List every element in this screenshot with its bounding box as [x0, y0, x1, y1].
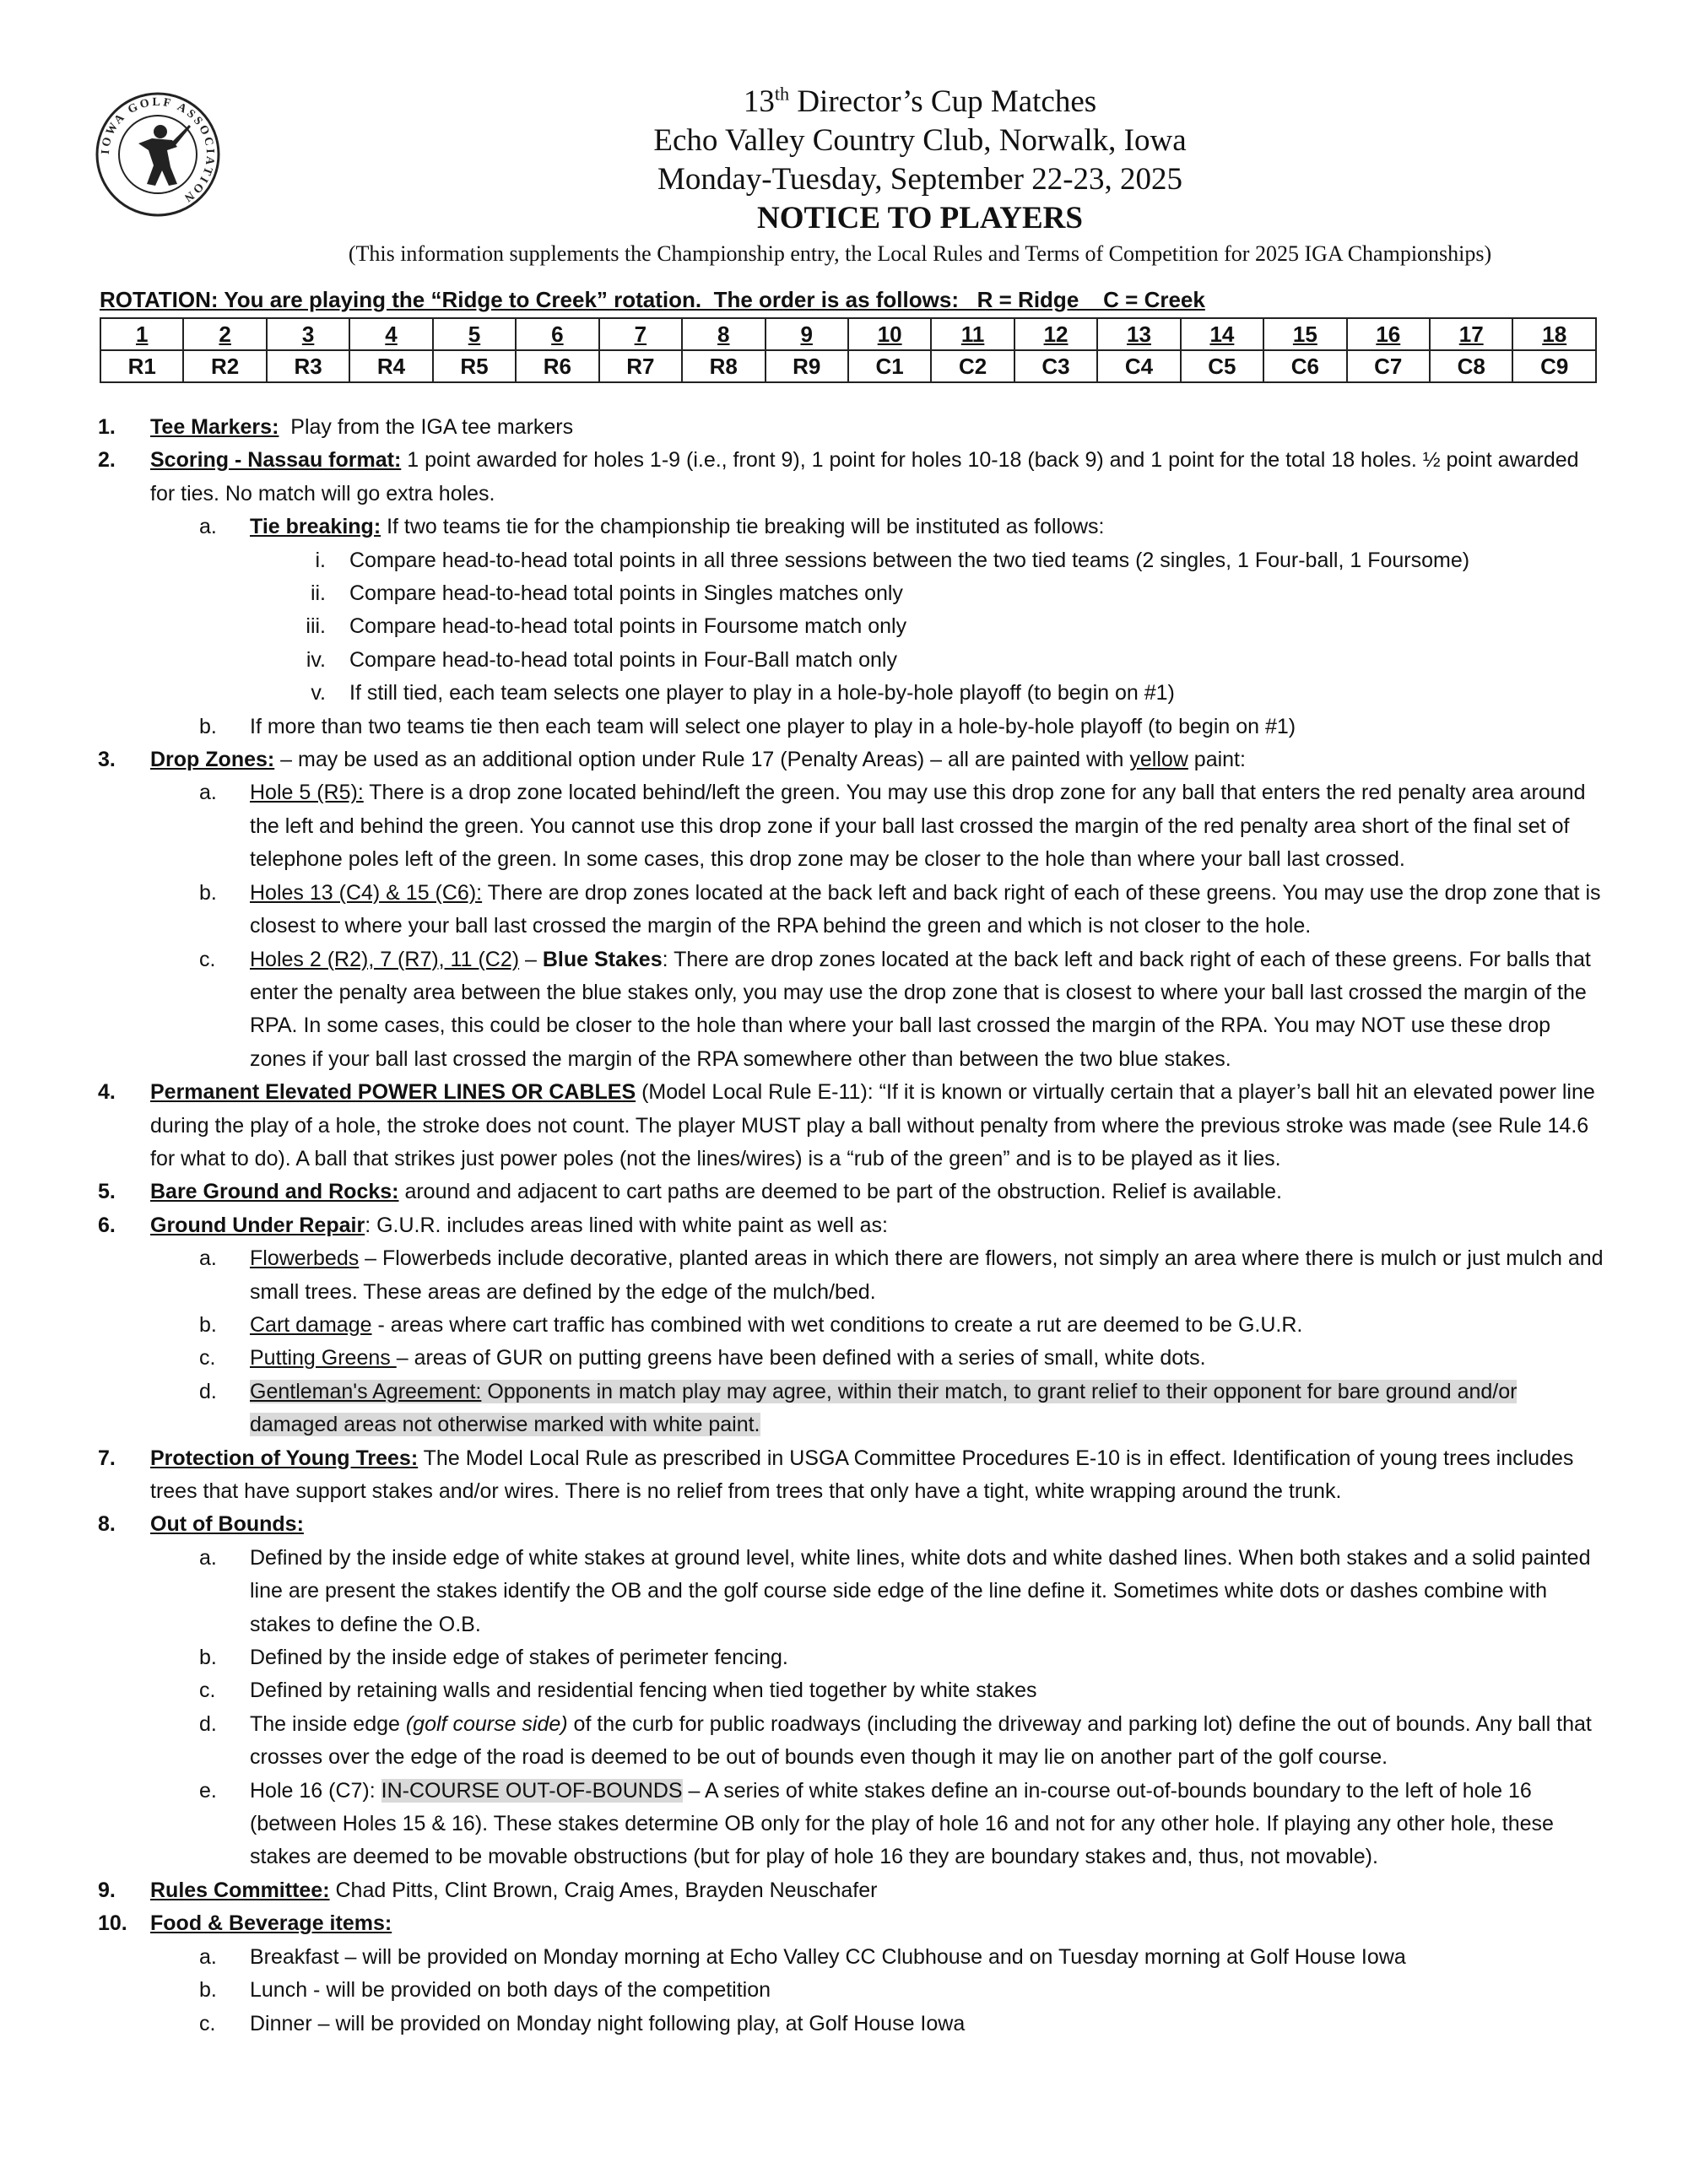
- hole-cell: 9: [766, 318, 848, 350]
- hole-cell: 3: [267, 318, 349, 350]
- item-multi-team-tie: b. If more than two teams tie then each team will select one player to play in a hole-by-hole playoff (to begin on #1): [199, 714, 1296, 738]
- code-cell: R4: [349, 350, 432, 382]
- code-cell: C3: [1014, 350, 1097, 382]
- code-cell: C8: [1430, 350, 1512, 382]
- notice-body: [0, 411, 1688, 2041]
- ob-in-course-hole-16: e. Hole 16 (C7): IN-COURSE OUT-OF-BOUNDS – A series of white stakes define an in-course out-of-bounds boundary to the left of hole 16 (between Holes 15 & 16). These stakes determine OB only for the play of hole 16 and not for any other hole. If playing any other hole, these stakes are deemed to be movable obstructions (but for play of hole 16 they are boundary stakes and, thus, not movable).: [199, 1778, 1554, 1869]
- item-power-lines: 4. Permanent Elevated POWER LINES OR CABLES (Model Local Rule E-11): “If it is known or virtually certain that a player’s ball hit an elevated power line during the play of a hole, the stroke does not count. The player MUST play a ball without penalty from where the previous stroke was made (see Rule 14.6 for what to do). A ball that strikes just power poles (not the lines/wires) is a “rub of the green” and is to be played as it lies.: [98, 1080, 1595, 1170]
- code-cell: R8: [682, 350, 765, 382]
- item-drop-zones: 3. Drop Zones: – may be used as an additional option under Rule 17 (Penalty Areas) – all are painted with yellow paint:: [98, 748, 1246, 772]
- drop-zone-blue-stakes: c. Holes 2 (R2), 7 (R7), 11 (C2) – Blue Stakes: There are drop zones located at the back left and back right of each of these greens. For balls that enter the penalty area between the blue stakes only, you may use the drop zone that is closest to where your ball last crossed the margin of the RPA. In some cases, this could be closer to the hole than where your ball last crossed the margin of the RPA. You may NOT use these drop zones if your ball last crossed the margin of the RPA somewhere other than between the two blue stakes.: [199, 947, 1591, 1071]
- code-cell: C9: [1512, 350, 1596, 382]
- code-cell: R6: [516, 350, 598, 382]
- item-tee-markers: 1. Tee Markers: Play from the IGA tee markers: [98, 415, 574, 439]
- hole-cell: 4: [349, 318, 432, 350]
- event-dates: Monday-Tuesday, September 22-23, 2025: [657, 162, 1183, 197]
- item-scoring: 2. Scoring - Nassau format: 1 point awarded for holes 1-9 (i.e., front 9), 1 point for holes 10-18 (back 9) and 1 point for the total 18 holes. ½ point awarded for ties. No match will go extra holes.: [98, 448, 1579, 505]
- item-tie-breaking: a. Tie breaking: If two teams tie for the championship tie breaking will be instituted as follows:: [199, 515, 1105, 539]
- code-cell: R1: [100, 350, 183, 382]
- notice-subtitle: (This information supplements the Championship entry, the Local Rules and Terms of Competition for 2025 IGA Championships): [348, 241, 1492, 266]
- ob-perimeter-fencing: b. Defined by the inside edge of stakes of perimeter fencing.: [199, 1646, 788, 1670]
- code-cell: R7: [599, 350, 682, 382]
- code-cell: R9: [766, 350, 848, 382]
- rotation-hole-row: [100, 318, 1596, 350]
- gur-cart-damage: b. Cart damage - areas where cart traffic has combined with wet conditions to create a rut are deemed to be G.U.R.: [199, 1312, 1303, 1337]
- code-cell: C6: [1263, 350, 1346, 382]
- tie-break-step: v. If still tied, each team selects one player to play in a hole-by-hole playoff (to begin on #1): [311, 681, 1175, 705]
- ob-retaining-walls: c. Defined by retaining walls and residential fencing when tied together by white stakes: [199, 1679, 1037, 1703]
- rotation-table: [100, 317, 1597, 383]
- item-out-of-bounds: 8. Out of Bounds:: [98, 1512, 304, 1537]
- event-venue: Echo Valley Country Club, Norwalk, Iowa: [653, 123, 1187, 158]
- hole-cell: 10: [848, 318, 931, 350]
- item-rules-committee: 9. Rules Committee: Chad Pitts, Clint Brown, Craig Ames, Brayden Neuschafer: [98, 1878, 878, 1902]
- hole-cell: 17: [1430, 318, 1512, 350]
- hole-cell: 16: [1347, 318, 1430, 350]
- hole-cell: 2: [183, 318, 266, 350]
- code-cell: C7: [1347, 350, 1430, 382]
- hole-cell: 1: [100, 318, 183, 350]
- gur-putting-greens: c. Putting Greens – areas of GUR on putting greens have been defined with a series of small, white dots.: [199, 1346, 1206, 1370]
- drop-zone-holes-13-15: b. Holes 13 (C4) & 15 (C6): There are drop zones located at the back left and back right of each of these greens. You may use the drop zone that is closest to where your ball last crossed the margin of the RPA behind the green and which is not closer to the hole.: [199, 880, 1601, 938]
- item-young-trees: 7. Protection of Young Trees: The Model Local Rule as prescribed in USGA Committee Procedures E-10 is in effect. Identification of young trees includes trees that have support stakes and/or wires. There is no relief from trees that only have a tight, white wrapping around the trunk.: [98, 1446, 1574, 1503]
- hole-cell: 15: [1263, 318, 1346, 350]
- document-header: [0, 83, 1688, 268]
- rotation-code-row: [100, 350, 1596, 382]
- food-breakfast: a. Breakfast – will be provided on Monday morning at Echo Valley CC Clubhouse and on Tuesday morning at Golf House Iowa: [199, 1944, 1406, 1969]
- event-title: 13th Director’s Cup Matches: [743, 83, 1097, 119]
- code-cell: R2: [183, 350, 266, 382]
- code-cell: C4: [1097, 350, 1180, 382]
- notice-title: NOTICE TO PLAYERS: [757, 201, 1083, 235]
- logo-ring-text: IOWA GOLF ASSOCIATION: [99, 95, 217, 206]
- hole-cell: 7: [599, 318, 682, 350]
- food-dinner: c. Dinner – will be provided on Monday night following play, at Golf House Iowa: [199, 2011, 966, 2035]
- code-cell: R5: [433, 350, 516, 382]
- rotation-label: ROTATION: You are playing the “Ridge to Creek” rotation. The order is as follows: R = Ridge C = Creek: [100, 287, 1205, 312]
- gur-gentlemans-agreement: d. Gentleman's Agreement: Opponents in match play may agree, within their match, to grant relief to their opponent for bare ground and/or damaged areas not otherwise marked with white paint.: [199, 1379, 1518, 1437]
- hole-cell: 5: [433, 318, 516, 350]
- code-cell: C1: [848, 350, 931, 382]
- food-lunch: b. Lunch - will be provided on both days of the competition: [199, 1978, 771, 2003]
- item-bare-ground: 5. Bare Ground and Rocks: around and adjacent to cart paths are deemed to be part of the obstruction. Relief is available.: [98, 1180, 1282, 1204]
- hole-cell: 12: [1014, 318, 1097, 350]
- item-food-beverage: 10. Food & Beverage items:: [98, 1911, 392, 1936]
- ob-roadways: d. The inside edge (golf course side) of the curb for public roadways (including the driveway and parking lot) define the out of bounds. Any ball that crosses over the edge of the road is deemed to be out of bounds even though it may lie on another part of the golf course.: [199, 1711, 1592, 1770]
- hole-cell: 11: [931, 318, 1014, 350]
- hole-cell: 6: [516, 318, 598, 350]
- tie-break-step: iii. Compare head-to-head total points in Foursome match only: [306, 614, 907, 639]
- hole-cell: 8: [682, 318, 765, 350]
- tie-break-step: iv. Compare head-to-head total points in Four-Ball match only: [306, 647, 897, 672]
- code-cell: C2: [931, 350, 1014, 382]
- item-ground-under-repair: 6. Ground Under Repair: G.U.R. includes areas lined with white paint as well as:: [98, 1213, 888, 1237]
- tie-break-step: ii. Compare head-to-head total points in Singles matches only: [310, 581, 903, 606]
- tie-break-step: i. Compare head-to-head total points in all three sessions between the two tied teams (2 singles, 1 Four-ball, 1 Foursome): [315, 548, 1470, 572]
- ob-white-stakes: a. Defined by the inside edge of white stakes at ground level, white lines, white dots and white dashed lines. When both stakes and a solid painted line are present the stakes identify the OB and the golf course side edge of the line define it. Sometimes white dots or dashes combine with stakes to define the O.B.: [199, 1545, 1591, 1636]
- hole-cell: 14: [1181, 318, 1263, 350]
- drop-zone-hole-5: a. Hole 5 (R5): There is a drop zone located behind/left the green. You may use this drop zone for any ball that enters the red penalty area around the left and behind the green. You cannot use this drop zone if your ball last crossed the margin of the red penalty area short of the final set of telephone poles left of the green. In some cases, this drop zone may be closer to the hole than where your ball last crossed.: [199, 781, 1586, 872]
- hole-cell: 18: [1512, 318, 1596, 350]
- gur-flowerbeds: a. Flowerbeds – Flowerbeds include decorative, planted areas in which there are flowers, not simply an area where there is mulch or just mulch and small trees. These areas are defined by the edge of the mulch/bed.: [199, 1246, 1604, 1304]
- code-cell: C5: [1181, 350, 1263, 382]
- code-cell: R3: [267, 350, 349, 382]
- hole-cell: 13: [1097, 318, 1180, 350]
